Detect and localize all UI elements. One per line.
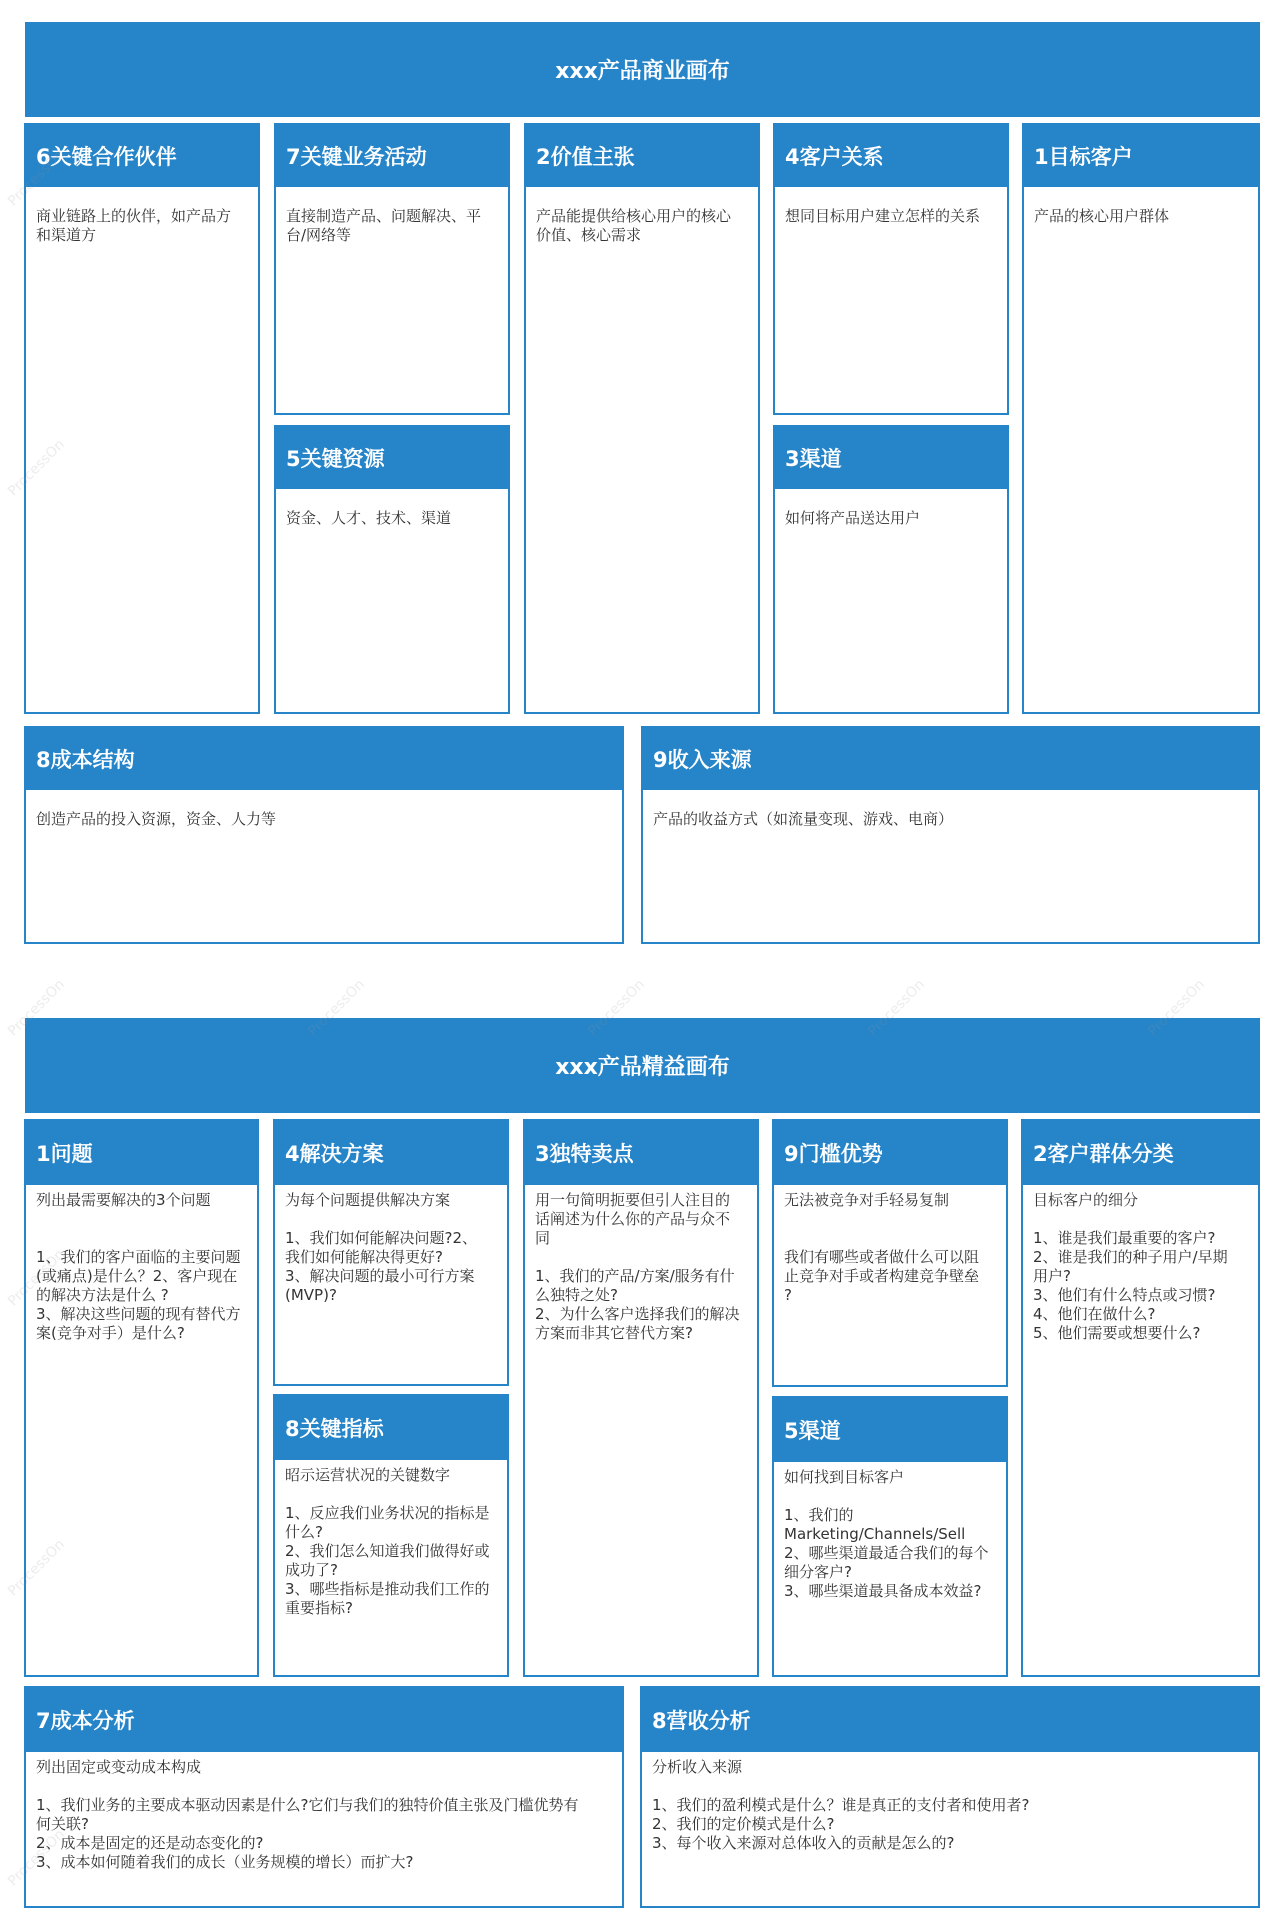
watermark: ProcessOn xyxy=(585,976,648,1040)
watermark: ProcessOn xyxy=(1145,976,1208,1040)
card-title: 6关键合作伙伴 xyxy=(26,125,258,187)
card-title: 1问题 xyxy=(26,1121,257,1185)
card-title: 7成本分析 xyxy=(26,1688,622,1752)
card-title: 1目标客户 xyxy=(1024,125,1258,187)
card-body: 昭示运营状况的关键数字 1、反应我们业务状况的指标是 什么? 2、我们怎么知道我们做得好或 成功了? 3、哪些指标是推动我们工作的 重要指标? xyxy=(285,1466,490,1617)
card-title: 4客户关系 xyxy=(775,125,1007,187)
card-body: 为每个问题提供解决方案 1、我们如何能解决问题?2、 我们如何能解决得更好? 3、解决问题的最小可行方案 (MVP)? xyxy=(285,1191,478,1304)
card-body: 列出固定或变动成本构成 1、我们业务的主要成本驱动因素是什么?它们与我们的独特价值主张及门槛优势有 何关联? 2、成本是固定的还是动态变化的? 3、成本如何随着我们的成长（业务规模的增长）而扩大? xyxy=(36,1758,579,1871)
business-canvas-title: xxx产品商业画布 xyxy=(25,22,1260,117)
card-unfair-advantage xyxy=(772,1119,1008,1387)
card-cost-analysis xyxy=(24,1686,624,1908)
card-body: 如何将产品送达用户 xyxy=(785,509,921,527)
card-body: 产品的收益方式（如流量变现、游戏、电商） xyxy=(653,810,954,828)
card-body: 产品能提供给核心用户的核心 价值、核心需求 xyxy=(536,207,732,244)
card-title: 7关键业务活动 xyxy=(276,125,508,187)
lean-canvas-title: xxx产品精益画布 xyxy=(25,1018,1260,1113)
card-target-customers xyxy=(1022,123,1260,714)
card-body: 产品的核心用户群体 xyxy=(1034,207,1170,225)
watermark: ProcessOn xyxy=(305,976,368,1040)
card-title: 2客户群体分类 xyxy=(1023,1121,1258,1185)
card-body: 资金、人才、技术、渠道 xyxy=(286,509,452,527)
card-title: 4解决方案 xyxy=(275,1121,507,1185)
card-body: 直接制造产品、问题解决、平 台/网络等 xyxy=(286,207,482,244)
card-title: 2价值主张 xyxy=(526,125,758,187)
watermark: ProcessOn xyxy=(5,976,68,1040)
card-channels xyxy=(772,1396,1008,1677)
card-key-partners xyxy=(24,123,260,714)
card-revenue-analysis xyxy=(640,1686,1260,1908)
card-title: 9收入来源 xyxy=(643,728,1258,790)
card-revenue-streams xyxy=(641,726,1260,944)
card-title: 9门槛优势 xyxy=(774,1121,1006,1185)
card-unique-value xyxy=(523,1119,759,1677)
card-body: 无法被竞争对手轻易复制 我们有哪些或者做什么可以阻 止竞争对手或者构建竞争壁垒 ? xyxy=(784,1191,980,1304)
card-problem xyxy=(24,1119,259,1677)
card-body: 分析收入来源 1、我们的盈利模式是什么？谁是真正的支付者和使用者? 2、我们的定价模式是什么? 3、每个收入来源对总体收入的贡献是怎么的? xyxy=(652,1758,1030,1852)
card-title: 5渠道 xyxy=(774,1398,1006,1462)
card-value-proposition xyxy=(524,123,760,714)
card-body: 想同目标用户建立怎样的关系 xyxy=(785,207,981,225)
card-body: 如何找到目标客户 1、我们的 Marketing/Channels/Sell 2、哪些渠道最适合我们的每个 细分客户? 3、哪些渠道最具备成本效益? xyxy=(784,1468,989,1600)
card-key-resources xyxy=(274,425,510,714)
card-body: 列出最需要解决的3个问题 1、我们的客户面临的主要问题 (或痛点)是什么？2、客户现在 的解决方法是什么 ? 3、解决这些问题的现有替代方 案(竞争对手）是什么? xyxy=(36,1191,241,1342)
card-title: 3渠道 xyxy=(775,427,1007,489)
card-title: 8关键指标 xyxy=(275,1396,507,1460)
card-cost-structure xyxy=(24,726,624,944)
card-body: 创造产品的投入资源，资金、人力等 xyxy=(36,810,277,828)
card-title: 3独特卖点 xyxy=(525,1121,757,1185)
card-body: 目标客户的细分 1、谁是我们最重要的客户? 2、谁是我们的种子用户/早期 用户? 3、他们有什么特点或习惯? 4、他们在做什么? 5、他们需要或想要什么? xyxy=(1033,1191,1228,1342)
card-body: 用一句简明扼要但引人注目的 话阐述为什么你的产品与众不 同 1、我们的产品/方案/服务有什 么独特之处? 2、为什么客户选择我们的解决 方案而非其它替代方案? xyxy=(535,1191,740,1342)
watermark: ProcessOn xyxy=(865,976,928,1040)
card-title: 5关键资源 xyxy=(276,427,508,489)
card-body: 商业链路上的伙伴，如产品方 和渠道方 xyxy=(36,207,232,244)
card-customer-relations xyxy=(773,123,1009,415)
card-title: 8成本结构 xyxy=(26,728,622,790)
card-channels xyxy=(773,425,1009,714)
card-key-activities xyxy=(274,123,510,415)
card-solution xyxy=(273,1119,509,1386)
card-key-metrics xyxy=(273,1394,509,1677)
card-customer-segments xyxy=(1021,1119,1260,1677)
card-title: 8营收分析 xyxy=(642,1688,1258,1752)
